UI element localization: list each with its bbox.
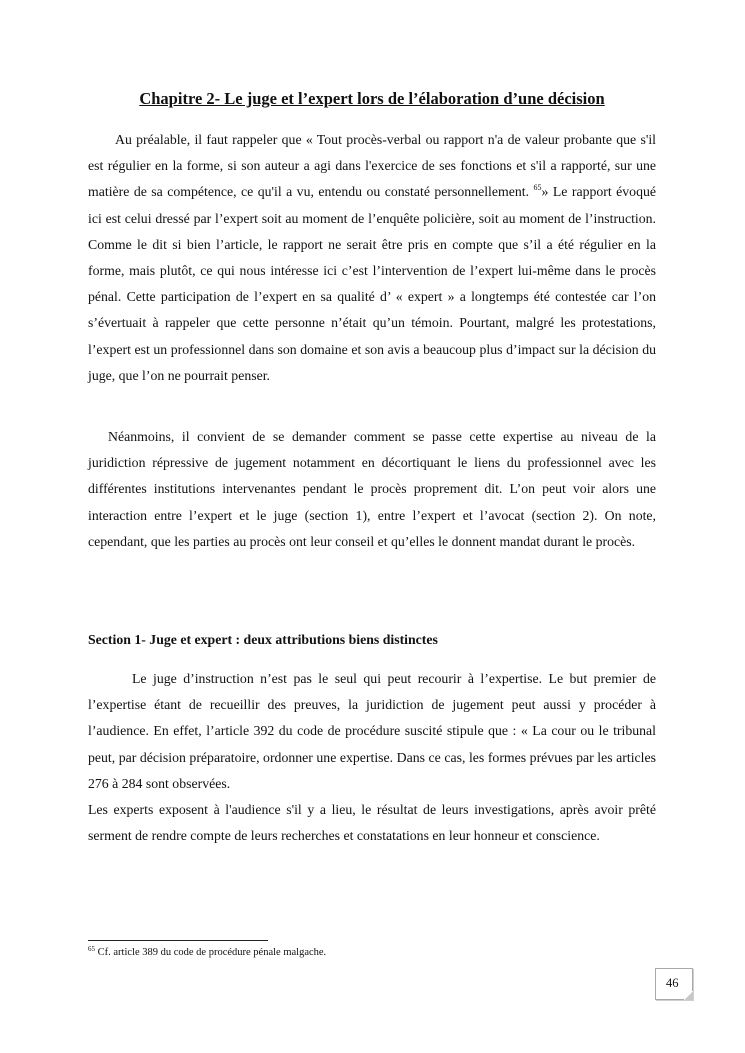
page-number: 46	[666, 976, 679, 990]
section-paragraph-1: Le juge d’instruction n’est pas le seul qui peut recourir à l’expertise. Le but premier de l’expertise étant de recueillir des preuves, la juridiction de jugement peut aussi y procéder à l’audience. En effet, l’article 392 du code de procédure suscité stipule que : « La cour ou le tribunal peut, par décision préparatoire, ordonner une expertise. Dans ce cas, les formes prévues par les articles 276 à 284 sont observées.	[88, 671, 656, 791]
page-number-box	[655, 968, 693, 1000]
footnote-text: Cf. article 389 du code de procédure pénale malgache.	[95, 947, 327, 958]
chapter-title: Chapitre 2- Le juge et l’expert lors de l’élaboration d’une décision	[139, 89, 605, 108]
footnote-separator	[88, 940, 268, 941]
section-paragraph-2: Les experts exposent à l'audience s'il y a lieu, le résultat de leurs investigations, après avoir prêté serment de rendre compte de leurs recherches et constatations en leur honneur et conscience.	[88, 802, 656, 844]
intro-paragraph-2: Néanmoins, il convient de se demander comment se passe cette expertise au niveau de la juridiction répressive de jugement notamment en décortiquant le liens du professionnel avec les différentes institutions intervenantes pendant le procès proprement dit. L’on peut voir alors une interaction entre l’expert et le juge (section 1), entre l’expert et l’avocat (section 2). On note, cependant, que les parties au procès ont leur conseil et qu’elles le donnent mandat durant le procès.	[88, 429, 656, 549]
footnote-number: 65	[88, 945, 95, 953]
page-curl-decoration	[684, 991, 693, 1000]
intro-paragraph-1-text-a: Au préalable, il faut rappeler que « Tout procès-verbal ou rapport n'a de valeur probante que s'il est régulier en la forme, si son auteur a agi dans l'exercice de ses fonctions et s'il a rapporté, sur une matière de sa compétence, ce qu'il a vu, entendu ou constaté personnellement.	[88, 132, 656, 200]
intro-paragraph-1-text-b: » Le rapport évoqué ici est celui dressé par l’expert soit au moment de l’enquête policière, soit au moment de l’instruction. Comme le dit si bien l’article, le rapport ne serait être pris en compte que s’il a été régulier en la forme, mais plutôt, ce qui nous intéresse ici c’est l’intervention de l’expert lui-même dans le procès pénal. Cette participation de l’expert en sa qualité d’ « expert » a longtemps été contestée car l’on s’évertuait à rappeler que cette personne n’était qu’un témoin. Pourtant, malgré les protestations, l’expert est un professionnel dans son domaine et son avis a beaucoup plus d’impact sur la décision du juge, que l’on ne pourrait penser.	[88, 184, 656, 383]
footnote	[88, 946, 326, 960]
section-title: Section 1- Juge et expert : deux attributions biens distinctes	[88, 632, 438, 647]
intro-paragraph-1	[88, 127, 656, 389]
footnote-reference: 65	[533, 183, 542, 193]
